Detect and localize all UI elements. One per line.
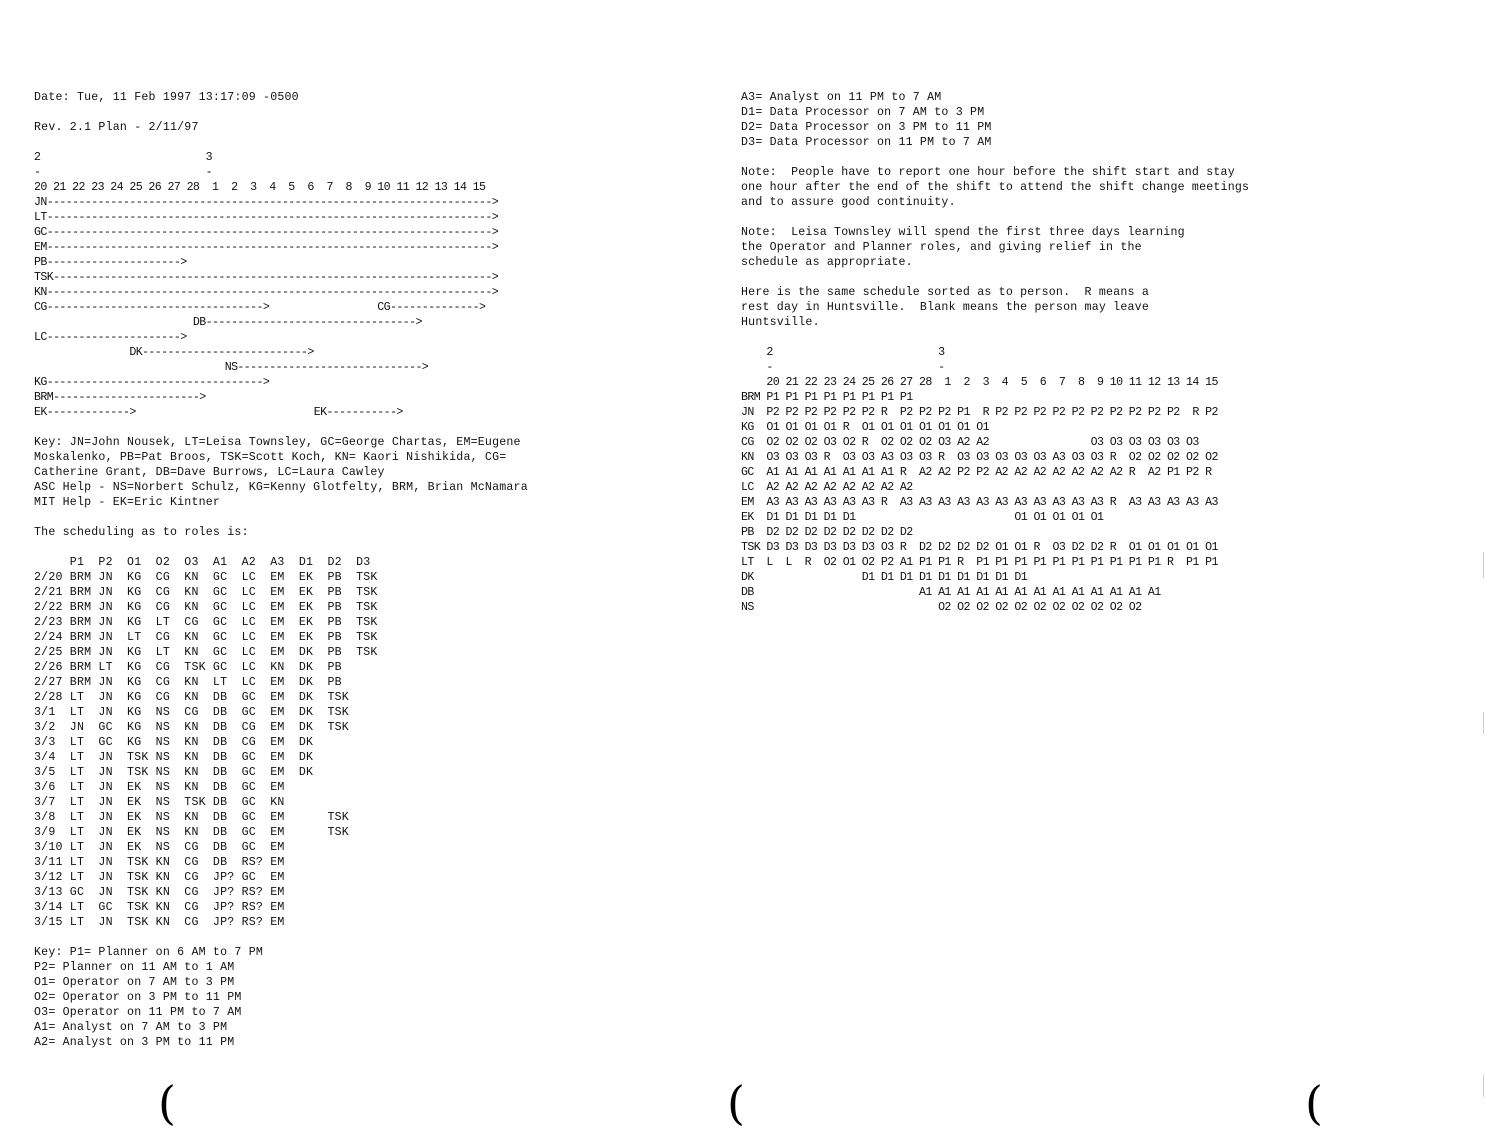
binder-mark-center: ( bbox=[727, 1076, 745, 1130]
right-page bbox=[741, 90, 1341, 615]
email-date: Date: Tue, 11 Feb 1997 13:17:09 -0500 bbox=[34, 91, 299, 104]
revision-line: Rev. 2.1 Plan - 2/11/97 bbox=[34, 121, 199, 134]
person-key: Key: JN=John Nousek, LT=Leisa Townsley, GC=George Chartas, EM=Eugene Moskalenko, PB=Pat Broos, TSK=Scott Koch, KN= Kaori Nishikida, CG= Catherine Grant, DB=Dave Burrows, LC=Laura Cawley ASC Help - NS=Norbert Schulz, KG=Kenny Glotfelty, BRM, Brian McNamara MIT Help - EK=Eric Kintner bbox=[34, 436, 528, 509]
person-schedule-table: 2 3 - - 20 21 22 23 24 25 26 27 28 1 2 3 4 5 6 7 8 9 10 11 12 13 14 15 BRM P1 P1 P1 P1 P1 P1 P1 P1 JN P2 P2 P2 P2 P2 P2 R P2 P2 P2 P1 R P2 P2 P2 P2 P2 P2 P2 P2 P2 P2 R P2 KG O1 O1 O1 O1 R O1 O1 O1 O1 O1 O1 O1 CG O2 O2 O2 O3 O2 R O2 O2 O2 O3 A2 A2 O3 O3 O3 O3 O3 O3 KN O3 O3 O3 R O3 O3 A3 O3 O3 R O3 O3 O3 O3 O3 A3 O3 O3 R O2 O2 O2 O2 O2 GC A1 A1 A1 A1 A1 A1 A1 R A2 A2 P2 P2 A2 A2 A2 A2 A2 A2 A2 R A2 P1 P2 R LC A2 A2 A2 A2 A2 A2 A2 A2 EM A3 A3 A3 A3 A3 A3 R A3 A3 A3 A3 A3 A3 A3 A3 A3 A3 A3 R A3 A3 A3 A3 A3 EK D1 D1 D1 D1 D1 O1 O1 O1 O1 O1 PB D2 D2 D2 D2 D2 D2 D2 D2 TSK D3 D3 D3 D3 D3 D3 O3 R D2 D2 D2 D2 O1 O1 R O3 D2 D2 R O1 O1 O1 O1 O1 LT L L R O2 O1 O2 P2 A1 P1 P1 R P1 P1 P1 P1 P1 P1 P1 P1 P1 P1 R P1 P1 DK D1 D1 D1 D1 D1 D1 D1 D1 D1 DB A1 A1 A1 A1 A1 A1 A1 A1 A1 A1 A1 A1 A1 NS O2 O2 O2 O2 O2 O2 O2 O2 O2 O2 O2 bbox=[741, 346, 1218, 614]
shift-key-continued: A3= Analyst on 11 PM to 7 AM D1= Data Processor on 7 AM to 3 PM D2= Data Processor on 3 PM to 11 PM D3= Data Processor on 11 PM to 7 AM bbox=[741, 91, 992, 149]
shift-meeting-note: Note: People have to report one hour before the shift start and stay one hour after the end of the shift to attend the shift change meetings and to assure good continuity. bbox=[741, 166, 1250, 209]
roles-table: P1 P2 O1 O2 O3 A1 A2 A3 D1 D2 D3 2/20 BRM JN KG CG KN GC LC EM EK PB TSK 2/21 BRM JN KG CG KN GC LC EM EK PB TSK 2/22 BRM JN KG CG KN GC LC EM EK PB TSK 2/23 BRM JN KG LT CG GC LC EM EK PB TSK 2/24 BRM JN LT CG KN GC LC EM EK PB TSK 2/25 BRM JN KG LT KN GC LC EM DK PB TSK 2/26 BRM LT KG CG TSK GC LC KN DK PB 2/27 BRM JN KG CG KN LT LC EM DK PB 2/28 LT JN KG CG KN DB GC EM DK TSK 3/1 LT JN KG NS CG DB GC EM DK TSK 3/2 JN GC KG NS KN DB CG EM DK TSK 3/3 LT GC KG NS KN DB CG EM DK 3/4 LT JN TSK NS KN DB GC EM DK 3/5 LT JN TSK NS KN DB GC EM DK 3/6 LT JN EK NS KN DB GC EM 3/7 LT JN EK NS TSK DB GC KN 3/8 LT JN EK NS KN DB GC EM TSK 3/9 LT JN EK NS KN DB GC EM TSK 3/10 LT JN EK NS CG DB GC EM 3/11 LT JN TSK KN CG DB RS? EM 3/12 LT JN TSK KN CG JP? GC EM 3/13 GC JN TSK KN CG JP? RS? EM 3/14 LT GC TSK KN CG JP? RS? EM 3/15 LT JN TSK KN CG JP? RS? EM bbox=[34, 556, 378, 929]
shift-key: Key: P1= Planner on 6 AM to 7 PM P2= Planner on 11 AM to 1 AM O1= Operator on 7 AM to 3 PM O2= Operator on 3 PM to 11 PM O3= Operator on 11 PM to 7 AM A1= Analyst on 7 AM to 3 PM A2= Analyst on 3 PM to 11 PM bbox=[34, 946, 264, 1049]
binder-mark-left: ( bbox=[158, 1076, 176, 1130]
left-page bbox=[34, 90, 614, 1050]
scan-artifact bbox=[1483, 552, 1484, 578]
scan-artifact bbox=[1483, 712, 1484, 734]
roles-heading: The scheduling as to roles is: bbox=[34, 526, 249, 539]
binder-mark-right: ( bbox=[1305, 1076, 1323, 1130]
training-note: Note: Leisa Townsley will spend the first three days learning the Operator and Planner roles, and giving relief in the schedule as appropriate. bbox=[741, 226, 1185, 269]
person-schedule-intro: Here is the same schedule sorted as to person. R means a rest day in Huntsville. Blank means the person may leave Huntsville. bbox=[741, 286, 1149, 329]
scan-artifact bbox=[1483, 1075, 1484, 1097]
timeline-chart: 2 3 - - 20 21 22 23 24 25 26 27 28 1 2 3 4 5 6 7 8 9 10 11 12 13 14 15 JN----------------------------------------------------------------------> LT----------------------------------------------------------------------> GC----------------------------------------------------------------------> EM----------------------------------------------------------------------> PB---------------------> TSK---------------------------------------------------------------------> KN----------------------------------------------------------------------> CG----------------------------------> CG--------------> DB---------------------------------> LC---------------------> DK--------------------------> NS-----------------------------> KG----------------------------------> BRM-----------------------> EK-------------> EK-----------> bbox=[34, 151, 499, 419]
